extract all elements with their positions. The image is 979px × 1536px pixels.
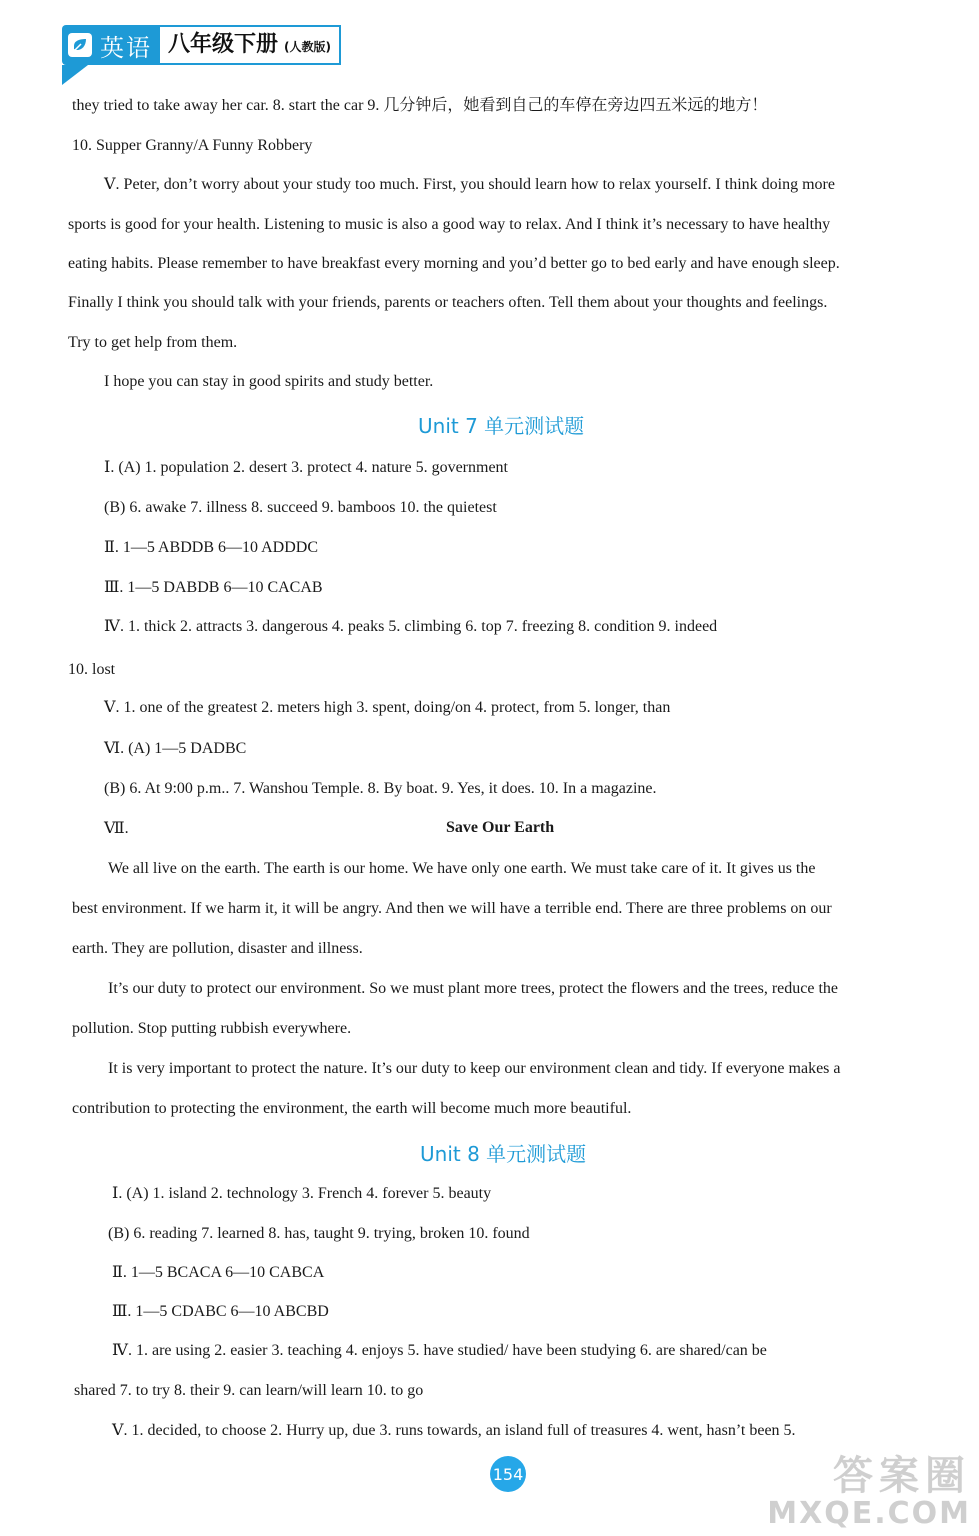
book-header — [62, 22, 341, 68]
essay-line: Try to get help from them. — [68, 334, 238, 351]
answer-line: Ⅴ. 1. one of the greatest 2. meters high 3. spent, doing/on 4. protect, from 5. longer, than — [104, 699, 671, 716]
answer-line: (B) 6. awake 7. illness 8. succeed 9. bamboos 10. the quietest — [104, 499, 497, 516]
leaf-logo-icon — [68, 33, 92, 57]
answer-line: Ⅲ. 1—5 DABDB 6—10 CACAB — [104, 579, 323, 596]
answer-line: Ⅵ. (A) 1—5 DADBC — [104, 740, 247, 757]
answer-line: (B) 6. reading 7. learned 8. has, taught 9. trying, broken 10. found — [108, 1225, 530, 1242]
answer-line: Ⅱ. 1—5 BCACA 6—10 CABCA — [112, 1264, 325, 1281]
unit7-title: Unit 7 单元测试题 — [418, 414, 585, 438]
watermark — [767, 1454, 971, 1530]
essay-line: earth. They are pollution, disaster and illness. — [72, 940, 363, 957]
answer-line: shared 7. to try 8. their 9. can learn/will learn 10. to go — [74, 1382, 424, 1399]
watermark-url: MXQE.COM — [767, 1496, 971, 1531]
answer-line: they tried to take away her car. 8. start the car 9. 几分钟后，她看到自己的车停在旁边四五米远的地方！ — [72, 97, 768, 114]
essay-line: It’s our duty to protect our environment. So we must plant more trees, protect the flowers and the trees, reduce the — [108, 980, 839, 997]
essay-line: best environment. If we harm it, it will be angry. And then we will have a terrible end. There are three problems on our — [72, 900, 832, 917]
answer-line: Ⅳ. 1. are using 2. easier 3. teaching 4. enjoys 5. have studied/ have been studying 6. are shared/can be — [112, 1342, 767, 1359]
answer-line: 10. lost — [68, 661, 116, 678]
essay-line: contribution to protecting the environment, the earth will become much more beautiful. — [72, 1100, 632, 1117]
answer-line: (B) 6. At 9:00 p.m.. 7. Wanshou Temple. 8. By boat. 9. Yes, it does. 10. In a magazine. — [104, 780, 657, 797]
essay-line: pollution. Stop putting rubbish everywhere. — [72, 1020, 352, 1037]
essay-line: Ⅴ. Peter, don’t worry about your study too much. First, you should learn how to relax yourself. I think doing more — [104, 176, 835, 193]
watermark-title: 答案圈 — [833, 1453, 971, 1499]
essay-title: Save Our Earth — [446, 819, 555, 836]
edition-label: (人教版) — [284, 40, 331, 54]
essay-line: Finally I think you should talk with your friends, parents or teachers often. Tell them about your thoughts and feelings. — [68, 294, 828, 311]
essay-line: It is very important to protect the nature. It’s our duty to keep our environment clean and tidy. If everyone makes a — [108, 1060, 841, 1077]
grade-label: 八年级下册 — [168, 32, 279, 57]
subject-badge — [62, 25, 160, 65]
grade-box — [160, 25, 341, 65]
essay-marker: Ⅶ. — [104, 820, 129, 837]
answer-line: Ⅳ. 1. thick 2. attracts 3. dangerous 4. peaks 5. climbing 6. top 7. freezing 8. condition 9. indeed — [104, 618, 718, 635]
essay-line: We all live on the earth. The earth is our home. We have only one earth. We must take care of it. It gives us the — [108, 860, 816, 877]
unit8-title: Unit 8 单元测试题 — [420, 1142, 587, 1166]
page-number: 154 — [490, 1456, 526, 1492]
answer-line: Ⅰ. (A) 1. population 2. desert 3. protect 4. nature 5. government — [104, 459, 508, 476]
answer-line: Ⅲ. 1—5 CDABC 6—10 ABCBD — [112, 1303, 329, 1320]
answer-line: Ⅱ. 1—5 ABDDB 6—10 ADDDC — [104, 539, 319, 556]
essay-line: sports is good for your health. Listening to music is also a good way to relax. And I think it’s necessary to have healthy — [68, 216, 831, 233]
answer-line: Ⅴ. 1. decided, to choose 2. Hurry up, due 3. runs towards, an island full of treasures 4. went, hasn’t been 5. — [112, 1422, 796, 1439]
subject-label: 英语 — [100, 33, 152, 62]
essay-line: I hope you can stay in good spirits and study better. — [104, 373, 434, 390]
answer-line: Ⅰ. (A) 1. island 2. technology 3. French 4. forever 5. beauty — [112, 1185, 492, 1202]
answer-line: 10. Supper Granny/A Funny Robbery — [72, 137, 313, 154]
essay-line: eating habits. Please remember to have breakfast every morning and you’d better go to bed early and have enough sleep. — [68, 255, 840, 272]
